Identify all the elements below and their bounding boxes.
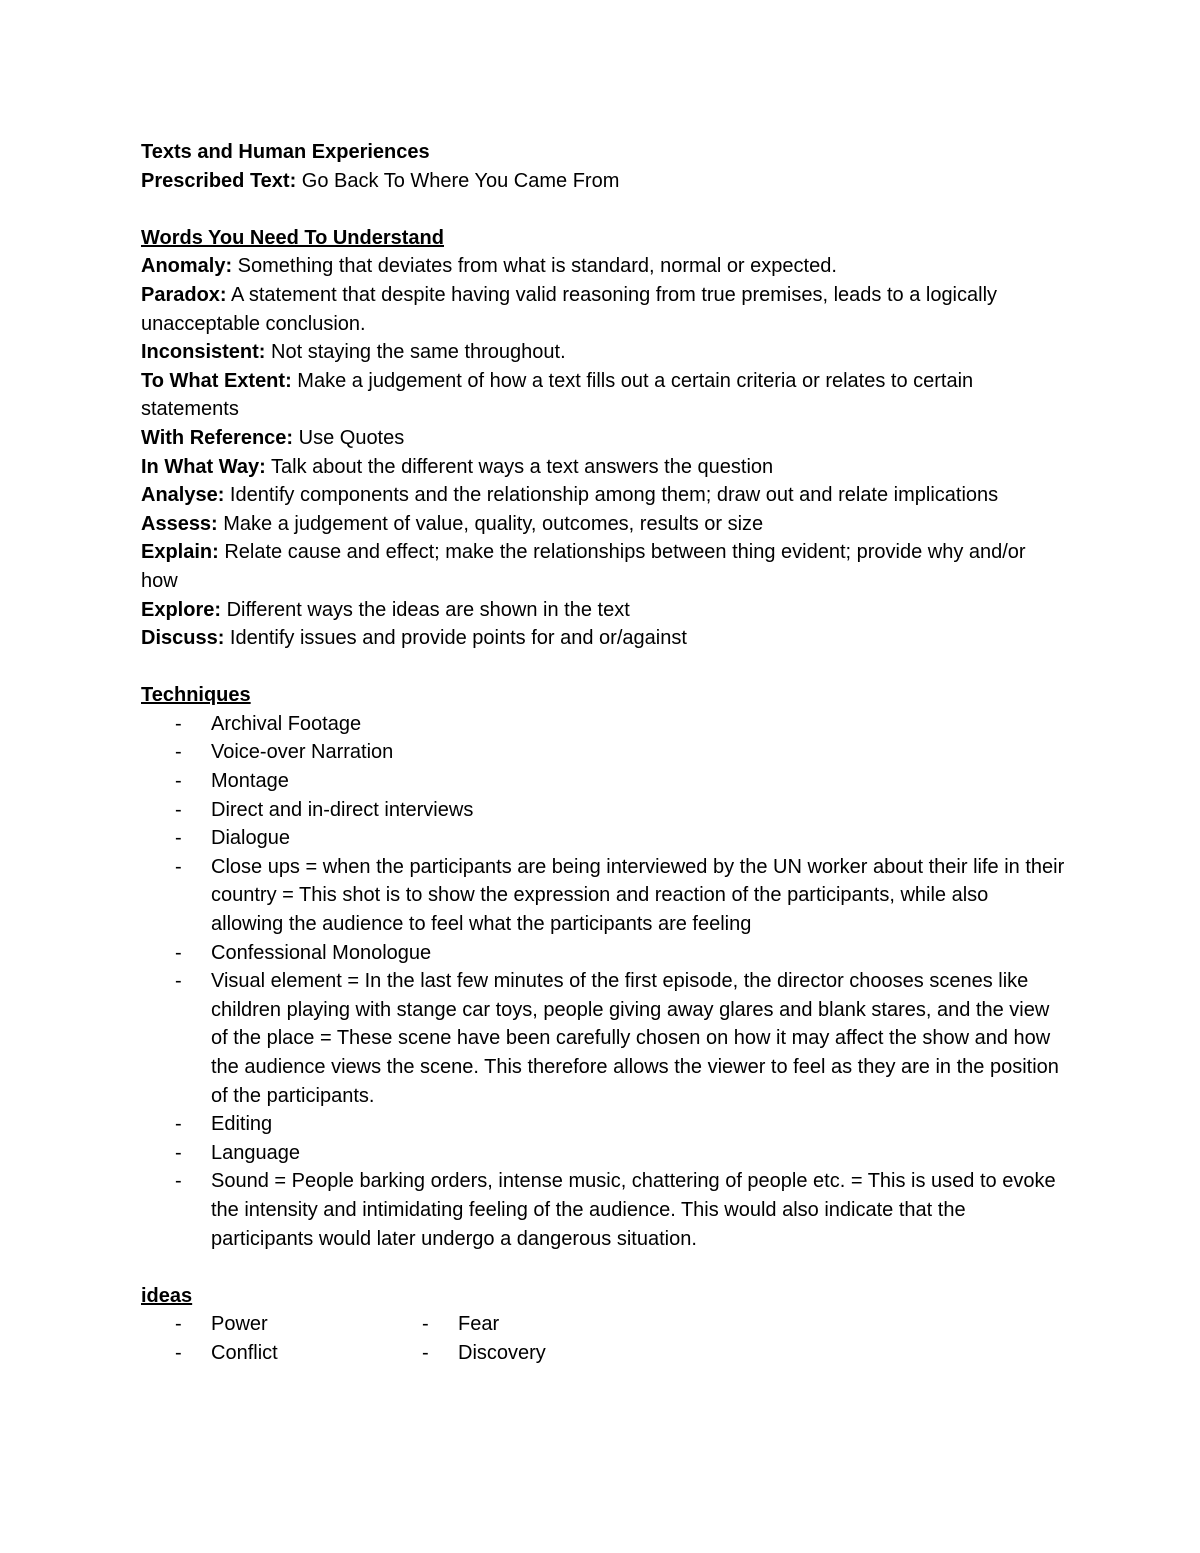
dash-bullet: - — [175, 827, 182, 850]
list-item-text: Dialogue — [211, 827, 290, 850]
dash-bullet: - — [175, 1313, 182, 1336]
list-item — [141, 853, 1066, 939]
glossary-definition: Talk about the different ways a text answers the question — [265, 455, 774, 478]
dash-bullet: - — [175, 1141, 182, 1164]
dash-bullet: - — [175, 770, 182, 793]
dash-bullet: - — [175, 941, 182, 964]
list-item-text: Fear — [458, 1313, 500, 1336]
glossary-definition: Relate cause and effect; make the relationships between thing evident; provide why and/or how — [141, 541, 1026, 592]
list-item — [388, 1310, 635, 1339]
dash-bullet: - — [175, 798, 182, 821]
list-item — [141, 1110, 1066, 1139]
glossary-definition: Identify issues and provide points for and or/against — [224, 627, 687, 650]
list-item — [388, 1339, 635, 1368]
dash-bullet: - — [422, 1341, 429, 1364]
list-item — [141, 710, 1066, 739]
glossary-entry — [141, 367, 1066, 424]
prescribed-text-label: Prescribed Text: — [141, 169, 297, 192]
glossary-entry — [141, 538, 1066, 595]
list-item — [141, 796, 1066, 825]
spacer — [141, 195, 1066, 224]
glossary-definition: Different ways the ideas are shown in the text — [221, 598, 630, 621]
ideas-heading: ideas — [141, 1284, 193, 1307]
spacer — [141, 653, 1066, 682]
glossary-definition: Make a judgement of how a text fills out a certain criteria or relates to certain statements — [141, 369, 974, 421]
glossary-term: Discuss: — [141, 627, 225, 650]
glossary-term: Assess: — [141, 512, 218, 535]
list-item-text: Conflict — [211, 1341, 278, 1364]
glossary-entry — [141, 424, 1066, 453]
prescribed-text-value: Go Back To Where You Came From — [296, 169, 620, 192]
words-heading: Words You Need To Understand — [141, 226, 444, 249]
glossary-term: Explore: — [141, 598, 222, 621]
dash-bullet: - — [175, 1170, 182, 1193]
techniques-list — [141, 710, 1066, 1253]
list-item — [141, 967, 1066, 1110]
glossary-term: In What Way: — [141, 455, 266, 478]
ideas-columns — [141, 1310, 1066, 1367]
techniques-heading: Techniques — [141, 684, 251, 707]
list-item — [141, 824, 1066, 853]
glossary-entry — [141, 596, 1066, 625]
list-item-text: Direct and in-direct interviews — [211, 798, 474, 821]
glossary-term: Paradox: — [141, 283, 227, 306]
list-item-text: Language — [211, 1141, 300, 1164]
list-item-text: Confessional Monologue — [211, 941, 432, 964]
list-item-text: Voice-over Narration — [211, 741, 394, 764]
list-item-text: Close ups = when the participants are being interviewed by the UN worker about their life in their country = This shot is to show the expression and reaction of the participants, while also allowing the audience to feel what the participants are feeling — [211, 855, 1065, 936]
glossary-term: Inconsistent: — [141, 341, 266, 364]
prescribed-text-line — [141, 167, 1066, 196]
glossary-term: Explain: — [141, 541, 219, 564]
document-title: Texts and Human Experiences — [141, 141, 430, 163]
dash-bullet: - — [175, 1341, 182, 1364]
glossary-definition: Identify components and the relationship among them; draw out and relate implications — [224, 484, 999, 507]
glossary-term: With Reference: — [141, 426, 294, 449]
glossary-entry — [141, 338, 1066, 367]
dash-bullet: - — [422, 1313, 429, 1336]
spacer — [141, 1253, 1066, 1282]
list-item-text: Power — [211, 1313, 268, 1336]
document-page — [141, 138, 1066, 1368]
list-item — [141, 1310, 388, 1339]
glossary-entry — [141, 453, 1066, 482]
glossary-definition: Use Quotes — [293, 426, 405, 449]
ideas-list-left — [141, 1310, 388, 1367]
glossary-entry — [141, 252, 1066, 281]
glossary-entry — [141, 624, 1066, 653]
list-item-text: Discovery — [458, 1341, 546, 1364]
list-item — [141, 767, 1066, 796]
glossary-entry — [141, 510, 1066, 539]
ideas-list-right — [388, 1310, 635, 1367]
glossary-term: To What Extent: — [141, 369, 292, 392]
list-item-text: Visual element = In the last few minutes of the first episode, the director chooses scenes like children playing with stange car toys, people giving away glares and blank stares, and the view of the place = These scene have been carefully chosen on how it may affect the show and how the audience views the scene. This therefore allows the viewer to feel as they are in the position of the participants. — [211, 970, 1059, 1107]
list-item — [141, 1139, 1066, 1168]
glossary-term: Analyse: — [141, 484, 225, 507]
dash-bullet: - — [175, 741, 182, 764]
list-item — [141, 1167, 1066, 1253]
list-item-text: Sound = People barking orders, intense music, chattering of people etc. = This is used to evoke the intensity and intimidating feeling of the audience. This would also indicate that the participants would later undergo a dangerous situation. — [211, 1170, 1056, 1250]
glossary — [141, 252, 1066, 652]
glossary-definition: Make a judgement of value, quality, outcomes, results or size — [217, 512, 764, 535]
list-item-text: Editing — [211, 1113, 273, 1136]
glossary-term: Anomaly: — [141, 255, 233, 278]
dash-bullet: - — [175, 712, 182, 735]
list-item-text: Montage — [211, 770, 289, 793]
dash-bullet: - — [175, 855, 182, 878]
dash-bullet: - — [175, 970, 182, 993]
glossary-entry — [141, 281, 1066, 338]
glossary-definition: Something that deviates from what is standard, normal or expected. — [232, 255, 837, 278]
list-item — [141, 738, 1066, 767]
list-item — [141, 939, 1066, 968]
glossary-definition: A statement that despite having valid reasoning from true premises, leads to a logically unacceptable conclusion. — [141, 283, 998, 335]
list-item-text: Archival Footage — [211, 712, 362, 735]
glossary-definition: Not staying the same throughout. — [265, 341, 566, 364]
glossary-entry — [141, 481, 1066, 510]
list-item — [141, 1339, 388, 1368]
dash-bullet: - — [175, 1113, 182, 1136]
